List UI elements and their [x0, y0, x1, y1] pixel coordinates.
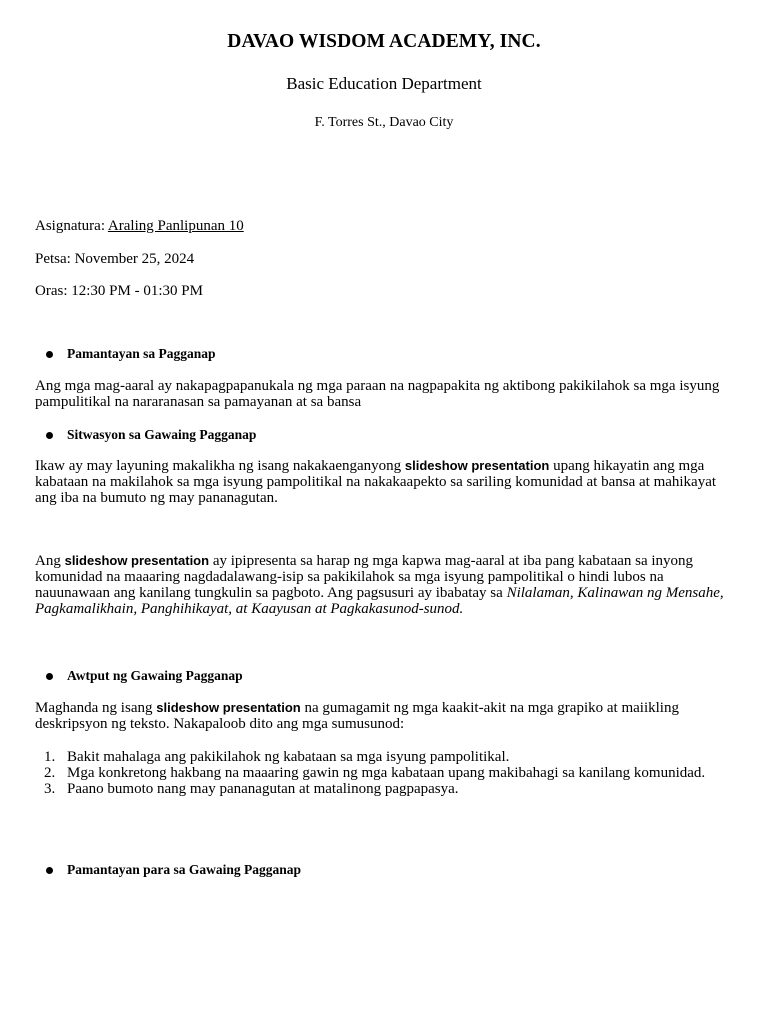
sitwasyon-paragraph-2 — [35, 553, 735, 617]
list-number: 1. — [44, 749, 56, 765]
bullet-icon — [46, 432, 53, 439]
section-heading-label: Awtput ng Gawaing Pagganap — [67, 668, 243, 683]
subject-line — [35, 218, 244, 235]
awtput-numbered-list — [35, 749, 735, 797]
bold-term: slideshow presentation — [404, 458, 550, 473]
section-heading-pamantayan-gawain — [46, 862, 301, 878]
time-value: 12:30 PM - 01:30 PM — [71, 283, 203, 299]
bold-term: slideshow presentation — [64, 553, 210, 568]
bold-term: slideshow presentation — [156, 700, 301, 715]
department-name: Basic Education Department — [286, 74, 482, 93]
text-run: Ang — [35, 553, 65, 569]
section-heading-label: Pamantayan para sa Gawaing Pagganap — [67, 862, 302, 877]
text-run: na gumagamit ng mga kaakit-akit na mga grapiko at maiikling deskripsyon ng teksto. Nakapaloob dito ang mga sumusunod: — [35, 700, 679, 732]
date-line — [35, 251, 194, 268]
list-text: Bakit mahalaga ang pakikilahok ng kabataan sa mga isyung pampolitikal. — [67, 749, 510, 765]
list-item — [35, 781, 735, 797]
section-heading-label: Pamantayan sa Pagganap — [67, 346, 216, 361]
section-heading-pamantayan — [46, 346, 216, 362]
subject-value: Araling Panlipunan 10 — [107, 218, 244, 234]
list-number: 3. — [44, 781, 56, 797]
section-heading-awtput — [46, 668, 243, 684]
bullet-icon — [46, 351, 53, 358]
list-item — [35, 749, 735, 765]
subject-label: Asignatura: — [35, 218, 105, 234]
text-run: Maghanda ng isang — [35, 700, 157, 716]
list-text: Paano bumoto nang may pananagutan at matalinong pagpapasya. — [67, 781, 459, 797]
list-item — [35, 765, 735, 781]
pamantayan-paragraph: Ang mga mag-aaral ay nakapagpapanukala ng mga paraan na nagpapakita ng aktibong pakikilahok sa mga isyung pampulitikal na nararanasan sa pamayanan at sa bansa — [35, 378, 720, 410]
list-number: 2. — [44, 765, 56, 781]
date-value: November 25, 2024 — [74, 251, 195, 267]
criteria-italic: Nilalaman, Kalinawan ng Mensahe, Pagkamalikhain, Panghihikayat, at Kaayusan at Pagkakasunod-sunod. — [35, 585, 724, 617]
sitwasyon-paragraph-1 — [35, 458, 735, 506]
section-heading-sitwasyon — [46, 427, 256, 443]
school-address: F. Torres St., Davao City — [314, 115, 454, 130]
text-run: upang hikayatin ang mga kabataan na makilahok sa mga isyung pampolitikal na nakakaapekto sa sariling komunidad at bansa at mahikayat ang iba na bumuto ng may pananagutan. — [35, 458, 717, 506]
time-line — [35, 283, 203, 300]
text-run: Ikaw ay may layuning makalikha ng isang nakakaenganyong — [35, 458, 405, 474]
bullet-icon — [46, 673, 53, 680]
date-label: Petsa: — [35, 251, 71, 267]
school-name: DAVAO WISDOM ACADEMY, INC. — [227, 31, 541, 52]
section-heading-label: Sitwasyon sa Gawaing Pagganap — [67, 427, 257, 442]
text-run: ay ipipresenta sa harap ng mga kapwa mag-aaral at iba pang kabataan sa inyong komunidad na maaaring nagdadalawang-isip sa pakikilahok sa mga isyung pampolitikal o hindi lubos na nauunawaan ang kanilang tungkulin sa pagboto. Ang pagsusuri ay ibabatay sa — [35, 553, 694, 601]
time-label: Oras: — [35, 283, 68, 299]
list-text: Mga konkretong hakbang na maaaring gawin ng mga kabataan upang makibahagi sa kanilang komunidad. — [67, 765, 706, 781]
bullet-icon — [46, 867, 53, 874]
awtput-paragraph — [35, 700, 735, 732]
